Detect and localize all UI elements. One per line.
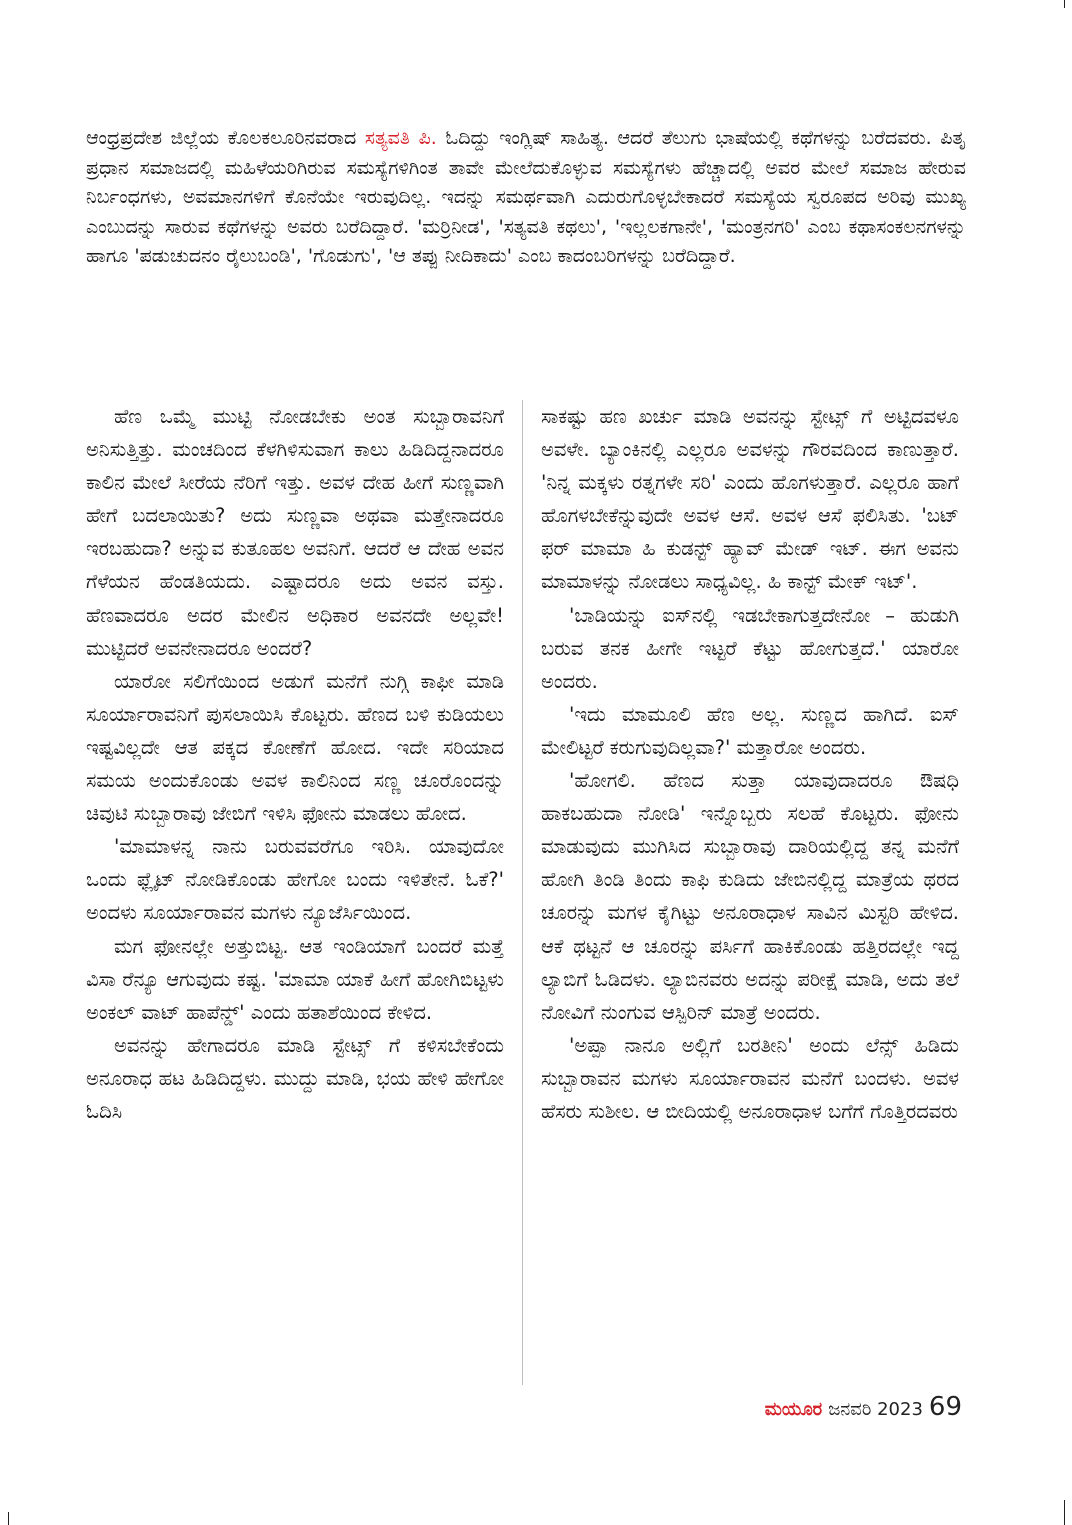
page-number: 69 xyxy=(928,1392,962,1422)
paragraph: 'ಹೋಗಲಿ. ಹೆಣದ ಸುತ್ತಾ ಯಾವುದಾದರೂ ಔಷಧಿ ಹಾಕಬಹುದಾ ನೋಡಿ' ಇನ್ನೊಬ್ಬರು ಸಲಹೆ ಕೊಟ್ಟರು. ಫೋನು ಮಾಡುವುದು ಮುಗಿಸಿದ ಸುಬ್ಬಾರಾವು ದಾರಿಯಲ್ಲಿದ್ದ ತನ್ನ ಮನೆಗೆ ಹೋಗಿ ತಿಂಡಿ ತಿಂದು ಕಾಫಿ ಕುಡಿದು ಜೇಬಿನಲ್ಲಿದ್ದ ಮಾತ್ರೆಯ ಥರದ ಚೂರನ್ನು ಮಗಳ ಕೈಗಿಟ್ಟು ಅನೂರಾಧಾಳ ಸಾವಿನ ಮಿಸ್ಟರಿ ಹೇಳಿದ. ಆಕೆ ಥಟ್ಟನೆ ಆ ಚೂರನ್ನು ಪರ್ಸಿಗೆ ಹಾಕಿಕೊಂಡು ಹತ್ತಿರದಲ್ಲೇ ಇದ್ದ ಲ್ಯಾಬಿಗೆ ಓಡಿದಳು. ಲ್ಯಾಬಿನವರು ಅದನ್ನು ಪರೀಕ್ಷೆ ಮಾಡಿ, ಅದು ತಲೆ ನೋವಿಗೆ ನುಂಗುವ ಆಸ್ಪಿರಿನ್ ಮಾತ್ರೆ ಅಂದರು. xyxy=(541,769,959,1024)
issue-date: ಜನವರಿ 2023 xyxy=(828,1399,923,1420)
right-column xyxy=(541,400,959,1128)
paragraph: 'ಮಾಮಾಳನ್ನ ನಾನು ಬರುವವರೆಗೂ ಇರಿಸಿ. ಯಾವುದೋ ಒಂದು ಫ್ಲೈಟ್ ನೋಡಿಕೊಂಡು ಹೇಗೋ ಬಂದು ಇಳಿತೇನೆ. ಓಕೆ?' ಅಂದಳು ಸೂರ್ಯಾರಾವನ ಮಗಳು ನ್ಯೂಜೆರ್ಸಿಯಿಂದ. xyxy=(86,835,504,925)
paragraph: 'ಇದು ಮಾಮೂಲಿ ಹೆಣ ಅಲ್ಲ. ಸುಣ್ಣದ ಹಾಗಿದೆ. ಐಸ್ ಮೇಲಿಟ್ಟರೆ ಕರುಗುವುದಿಲ್ಲವಾ?' ಮತ್ತಾರೋ ಅಂದರು. xyxy=(541,702,959,759)
crop-mark xyxy=(1064,1500,1065,1525)
paragraph: 'ಅಪ್ಪಾ ನಾನೂ ಅಲ್ಲಿಗೆ ಬರತೀನಿ' ಅಂದು ಲೆನ್ಸ್ ಹಿಡಿದು ಸುಬ್ಬಾರಾವನ ಮಗಳು ಸೂರ್ಯಾರಾವನ ಮನೆಗೆ ಬಂದಳು. ಅವಳ ಹೆಸರು ಸುಶೀಲ. ಆ ಬೀದಿಯಲ್ಲಿ ಅನೂರಾಧಾಳ ಬಗೆಗೆ ಗೊತ್ತಿರದವರು xyxy=(541,1033,959,1123)
paragraph: ಮಗ ಫೋನಲ್ಲೇ ಅತ್ತುಬಿಟ್ಟ. ಆತ ಇಂಡಿಯಾಗೆ ಬಂದರೆ ಮತ್ತೆ ವಿಸಾ ರೆನ್ಯೂ ಆಗುವುದು ಕಷ್ಟ. 'ಮಾಮಾ ಯಾಕೆ ಹೀಗೆ ಹೋಗಿಬಿಟ್ಟಳು ಅಂಕಲ್ ವಾಟ್ ಹಾಪೆನ್ಡ್' ಎಂದು ಹತಾಶೆಯಿಂದ ಕೇಳಿದ. xyxy=(86,934,504,1024)
author-name: ಸತ್ಯವತಿ ಪಿ. xyxy=(364,127,437,149)
author-intro xyxy=(86,124,966,272)
left-column xyxy=(86,400,504,1128)
intro-text-after: ಓದಿದ್ದು ಇಂಗ್ಲಿಷ್ ಸಾಹಿತ್ಯ. ಆದರೆ ತೆಲುಗು ಭಾಷೆಯಲ್ಲಿ ಕಥೆಗಳನ್ನು ಬರೆದವರು. ಪಿತೃ ಪ್ರಧಾನ ಸಮಾಜದಲ್ಲಿ ಮಹಿಳೆಯರಿಗಿರುವ ಸಮಸ್ಯೆಗಳಿಗಿಂತ ತಾವೇ ಮೇಲೆದುಕೊಳ್ಳುವ ಸಮಸ್ಯೆಗಳು ಹೆಚ್ಚಾದಲ್ಲಿ ಅವರ ಮೇಲೆ ಸಮಾಜ ಹೇರುವ ನಿರ್ಬಂಧಗಳು, ಅವಮಾನಗಳಿಗೆ ಕೊನೆಯೇ ಇರುವುದಿಲ್ಲ. ಇದನ್ನು ಸಮರ್ಥವಾಗಿ ಎದುರುಗೊಳ್ಳಬೇಕಾದರೆ ಸಮಸ್ಯೆಯ ಸ್ವರೂಪದ ಅರಿವು ಮುಖ್ಯ ಎಂಬುದನ್ನು ಸಾರುವ ಕಥೆಗಳನ್ನು ಅವರು ಬರೆದಿದ್ದಾರೆ. 'ಮರ್ರಿನೀಡ', 'ಸತ್ಯವತಿ ಕಥಲು', 'ಇಲ್ಲಲಕಗಾನೇ', 'ಮಂತ್ರನಗರಿ' ಎಂಬ ಕಥಾಸಂಕಲನಗಳನ್ನು ಹಾಗೂ 'ಪಡುಚುದನಂ ರೈಲುಬಂಡಿ', 'ಗೊಡುಗು', 'ಆ ತಪ್ಪು ನೀದಿಕಾದು' ಎಂಬ ಕಾದಂಬರಿಗಳನ್ನು ಬರೆದಿದ್ದಾರೆ. xyxy=(86,127,966,268)
paragraph: 'ಬಾಡಿಯನ್ನು ಐಸ್‌ನಲ್ಲಿ ಇಡಬೇಕಾಗುತ್ತದೇನೋ – ಹುಡುಗಿ ಬರುವ ತನಕ ಹೀಗೇ ಇಟ್ಟರೆ ಕೆಟ್ಟು ಹೋಗುತ್ತದೆ.' ಯಾರೋ ಅಂದರು. xyxy=(541,603,959,693)
paragraph: ಹೆಣ ಒಮ್ಮೆ ಮುಟ್ಟಿ ನೋಡಬೇಕು ಅಂತ ಸುಬ್ಬಾರಾವನಿಗೆ ಅನಿಸುತ್ತಿತ್ತು. ಮಂಚದಿಂದ ಕೆಳಗಿಳಿಸುವಾಗ ಕಾಲು ಹಿಡಿದಿದ್ದನಾದರೂ ಕಾಲಿನ ಮೇಲೆ ಸೀರೆಯ ನೆರಿಗೆ ಇತ್ತು. ಅವಳ ದೇಹ ಹೀಗೆ ಸುಣ್ಣವಾಗಿ ಹೇಗೆ ಬದಲಾಯಿತು? ಅದು ಸುಣ್ಣವಾ ಅಥವಾ ಮತ್ತೇನಾದರೂ ಇರಬಹುದಾ? ಅನ್ನುವ ಕುತೂಹಲ ಅವನಿಗೆ. ಆದರೆ ಆ ದೇಹ ಅವನ ಗೆಳೆಯನ ಹೆಂಡತಿಯದು. ಎಷ್ಟಾದರೂ ಅದು ಅವನ ವಸ್ತು. ಹೆಣವಾದರೂ ಅದರ ಮೇಲಿನ ಅಧಿಕಾರ ಅವನದೇ ಅಲ್ಲವೇ! ಮುಟ್ಟಿದರೆ ಅವನೇನಾದರೂ ಅಂದರೆ? xyxy=(86,405,504,660)
page-footer xyxy=(765,1392,962,1422)
crop-mark xyxy=(8,1512,9,1525)
magazine-name: ಮಯೂರ xyxy=(764,1399,823,1420)
paragraph: ಸಾಕಷ್ಟು ಹಣ ಖರ್ಚು ಮಾಡಿ ಅವನನ್ನು ಸ್ಟೇಟ್ಸ್ ಗೆ ಅಟ್ಟಿದವಳೂ ಅವಳೇ. ಬ್ಯಾಂಕಿನಲ್ಲಿ ಎಲ್ಲರೂ ಅವಳನ್ನು ಗೌರವದಿಂದ ಕಾಣುತ್ತಾರೆ. 'ನಿನ್ನ ಮಕ್ಕಳು ರತ್ನಗಳೇ ಸರಿ' ಎಂದು ಹೊಗಳುತ್ತಾರೆ. ಎಲ್ಲರೂ ಹಾಗೆ ಹೊಗಳಬೇಕೆನ್ನುವುದೇ ಅವಳ ಆಸೆ. ಅವಳ ಆಸೆ ಫಲಿಸಿತು. 'ಬಟ್ ಫರ್ ಮಾಮಾ ಹಿ ಕುಡನ್ಟ್ ಹ್ಯಾವ್ ಮೇಡ್ ಇಟ್. ಈಗ ಅವನು ಮಾಮಾಳನ್ನು ನೋಡಲು ಸಾಧ್ಯವಿಲ್ಲ. ಹಿ ಕಾನ್ಟ್ ಮೇಕ್ ಇಟ್'. xyxy=(541,405,959,594)
paragraph: ಅವನನ್ನು ಹೇಗಾದರೂ ಮಾಡಿ ಸ್ಟೇಟ್ಸ್ ಗೆ ಕಳಿಸಬೇಕೆಂದು ಅನೂರಾಧ ಹಟ ಹಿಡಿದಿದ್ದಳು. ಮುದ್ದು ಮಾಡಿ, ಭಯ ಹೇಳಿ ಹೇಗೋ ಓದಿಸಿ xyxy=(86,1033,504,1123)
paragraph: ಯಾರೋ ಸಲಿಗೆಯಿಂದ ಅಡುಗೆ ಮನೆಗೆ ನುಗ್ಗಿ ಕಾಫೀ ಮಾಡಿ ಸೂರ್ಯಾರಾವನಿಗೆ ಪುಸಲಾಯಿಸಿ ಕೊಟ್ಟರು. ಹೆಣದ ಬಳಿ ಕುಡಿಯಲು ಇಷ್ಟವಿಲ್ಲದೇ ಆತ ಪಕ್ಕದ ಕೋಣೆಗೆ ಹೋದ. ಇದೇ ಸರಿಯಾದ ಸಮಯ ಅಂದುಕೊಂಡು ಅವಳ ಕಾಲಿನಿಂದ ಸಣ್ಣ ಚೂರೊಂದನ್ನು ಚಿವುಟಿ ಸುಬ್ಬಾರಾವು ಜೇಬಿಗೆ ಇಳಿಸಿ ಫೋನು ಮಾಡಲು ಹೋದ. xyxy=(86,669,504,826)
intro-text-before: ಆಂಧ್ರಪ್ರದೇಶ ಜಿಲ್ಲೆಯ ಕೊಲಕಲೂರಿನವರಾದ xyxy=(86,127,365,149)
column-divider xyxy=(522,400,523,1385)
crop-mark xyxy=(1064,0,1065,8)
